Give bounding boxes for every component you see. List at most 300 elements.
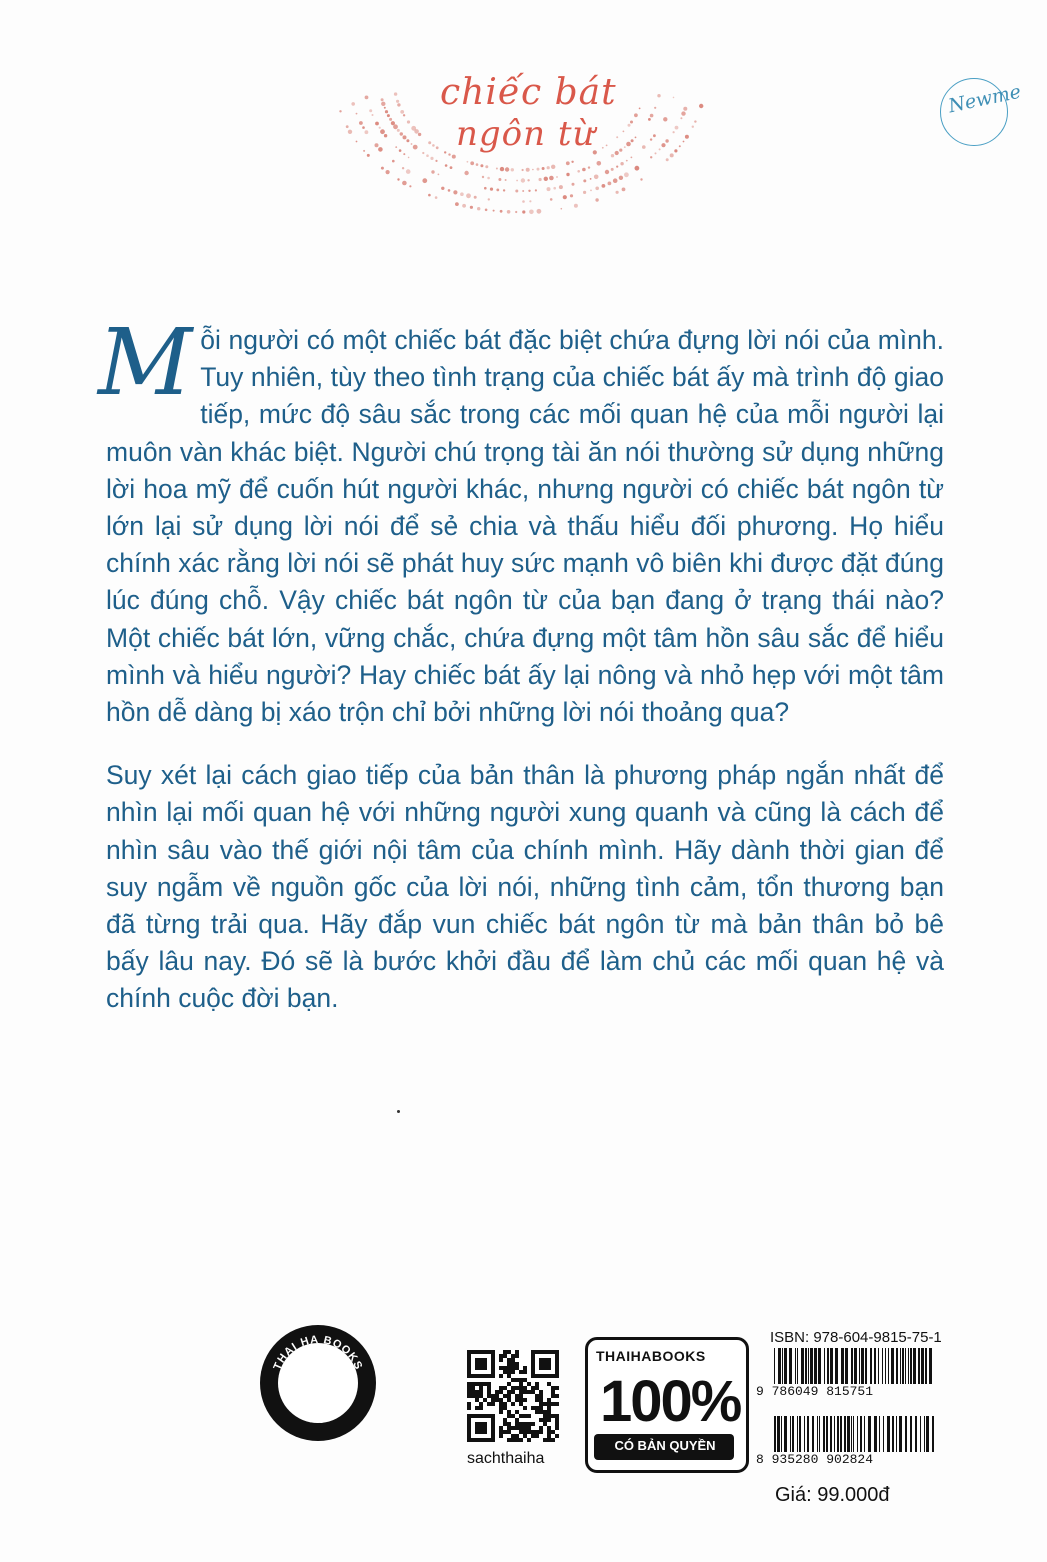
decor-dot: [570, 194, 573, 197]
decor-dot: [588, 166, 590, 168]
qr-module: [523, 1414, 527, 1418]
qr-module: [483, 1398, 487, 1402]
qr-module: [523, 1398, 527, 1402]
qr-module: [507, 1382, 511, 1386]
qr-module: [527, 1422, 531, 1426]
qr-module: [523, 1386, 527, 1390]
decor-dot: [402, 181, 407, 186]
decor-dot: [511, 168, 514, 171]
qr-module: [547, 1438, 551, 1442]
decor-dot: [363, 150, 365, 152]
decor-dot: [403, 135, 407, 139]
barcode-bar: [874, 1416, 877, 1452]
qr-module: [515, 1354, 519, 1358]
barcode-bar: [834, 1416, 835, 1452]
qr-module: [535, 1430, 539, 1434]
decor-dot: [411, 143, 413, 145]
decor-dot: [602, 184, 606, 188]
decor-dot: [648, 118, 651, 121]
decor-dot: [685, 135, 689, 139]
decor-dot: [542, 167, 545, 170]
barcode-bar: [899, 1416, 902, 1452]
decor-dot: [544, 177, 548, 181]
qr-module: [467, 1406, 471, 1410]
qr-module: [487, 1390, 491, 1394]
decor-dot: [399, 149, 402, 152]
decor-dot: [692, 126, 694, 128]
decor-dot: [663, 117, 667, 121]
decor-dot: [577, 170, 580, 173]
qr-module: [511, 1366, 515, 1370]
barcode-bar: [826, 1416, 828, 1452]
qr-module: [479, 1386, 483, 1390]
qr-module: [531, 1422, 535, 1426]
qr-module: [523, 1422, 527, 1426]
qr-module: [519, 1426, 523, 1430]
qr-module: [551, 1386, 555, 1390]
barcode-bar: [840, 1416, 842, 1452]
barcode-bar: [792, 1416, 794, 1452]
isbn-barcode-number: 9 786049 815751: [756, 1384, 874, 1399]
qr-module: [507, 1426, 511, 1430]
barcode-bar: [892, 1416, 894, 1452]
decor-dot: [515, 211, 517, 213]
decor-dot: [409, 185, 411, 187]
decor-dot: [681, 111, 685, 115]
qr-module: [519, 1402, 523, 1406]
decor-dot: [553, 187, 556, 190]
decor-dot: [339, 110, 341, 112]
decor-dot: [561, 208, 563, 210]
barcode-bar: [804, 1416, 805, 1452]
decor-dot: [613, 178, 618, 183]
qr-module: [547, 1430, 551, 1434]
barcode-bar: [910, 1416, 912, 1452]
barcode-bar: [824, 1348, 825, 1384]
barcode-bar: [905, 1348, 906, 1384]
barcode-bar: [915, 1416, 917, 1452]
qr-module: [519, 1422, 523, 1426]
decor-dot: [527, 179, 529, 181]
decor-dot: [356, 113, 358, 115]
decor-dot: [394, 92, 397, 95]
decor-dot: [620, 162, 623, 165]
decor-dot: [529, 200, 531, 202]
barcode-bar: [795, 1348, 796, 1384]
qr-module: [535, 1386, 539, 1390]
ean-barcode-number: 8 935280 902824: [756, 1452, 874, 1467]
qr-module: [547, 1398, 551, 1402]
qr-module: [511, 1390, 515, 1394]
qr-module: [551, 1438, 555, 1442]
decor-dot: [477, 207, 480, 210]
qr-module: [499, 1374, 503, 1378]
decor-dot: [634, 113, 638, 117]
qr-module: [507, 1422, 511, 1426]
price-label: Giá: 99.000đ: [775, 1484, 890, 1506]
decor-dot: [673, 97, 675, 99]
decor-dot: [445, 164, 448, 167]
decor-dot: [485, 209, 488, 212]
decor-dot: [611, 154, 614, 157]
qr-module: [511, 1402, 515, 1406]
decor-dot: [623, 131, 625, 133]
decor-dot: [571, 161, 573, 163]
decor-dot: [616, 136, 618, 138]
qr-module: [511, 1354, 515, 1358]
barcode-bar: [905, 1416, 907, 1452]
barcode-bar: [778, 1348, 781, 1384]
decor-dot: [386, 170, 390, 174]
qr-module: [499, 1398, 503, 1402]
decor-dot: [450, 166, 453, 169]
decor-dot: [426, 154, 429, 157]
qr-module: [511, 1378, 515, 1382]
cover-title-line1: chiếc bát: [440, 72, 617, 113]
decor-dot: [528, 190, 530, 192]
qr-module: [487, 1402, 491, 1406]
decor-dot: [496, 189, 499, 192]
decor-dot: [624, 146, 626, 148]
decor-dot: [462, 204, 466, 208]
qr-module: [503, 1422, 507, 1426]
qr-module: [527, 1390, 531, 1394]
qr-module: [507, 1370, 511, 1374]
qr-module: [507, 1350, 511, 1354]
qr-module: [531, 1434, 535, 1438]
qr-module: [507, 1366, 511, 1370]
decor-dot: [466, 193, 471, 198]
qr-module: [543, 1414, 547, 1418]
barcode-bar: [823, 1416, 825, 1452]
qr-module: [515, 1386, 519, 1390]
qr-module: [471, 1382, 475, 1386]
decor-dot: [572, 183, 575, 186]
barcode-bar: [857, 1416, 858, 1452]
barcode-bar: [851, 1348, 853, 1384]
decor-dot: [602, 147, 604, 149]
qr-module: [511, 1370, 515, 1374]
decor-dot: [452, 155, 456, 159]
decor-dot: [624, 172, 629, 177]
decor-dot: [385, 110, 388, 113]
decor-dot: [626, 160, 628, 162]
qr-module: [499, 1354, 503, 1358]
decor-dot: [431, 170, 434, 173]
barcode-bar: [924, 1416, 925, 1452]
decor-dot: [375, 122, 379, 126]
seal-ring-text: [260, 1325, 376, 1441]
qr-module: [535, 1394, 539, 1398]
decor-dot: [683, 107, 687, 111]
decor-dot: [393, 124, 398, 129]
qr-module: [515, 1426, 519, 1430]
decor-dot: [500, 210, 503, 213]
qr-module: [515, 1422, 519, 1426]
qr-module: [479, 1402, 483, 1406]
qr-module: [555, 1434, 559, 1438]
qr-module: [515, 1394, 519, 1398]
decor-dot: [407, 120, 410, 123]
cover-title-line2: ngôn từ: [456, 114, 596, 154]
qr-module: [507, 1362, 511, 1366]
qr-module: [479, 1406, 483, 1410]
qr-module: [515, 1350, 519, 1354]
badge-bar-text: CÓ BẢN QUYỀN: [614, 1438, 716, 1453]
decor-dot: [402, 167, 404, 169]
qr-module: [471, 1394, 475, 1398]
decor-dot: [699, 104, 703, 108]
decor-dot: [448, 153, 450, 155]
qr-module: [523, 1366, 527, 1370]
barcode-bar: [920, 1416, 921, 1452]
barcode-bar: [819, 1416, 820, 1452]
barcode-bar: [812, 1416, 814, 1452]
decor-dot: [348, 130, 352, 134]
qr-finder: [539, 1358, 551, 1370]
decor-dot: [605, 170, 609, 174]
qr-module: [519, 1382, 523, 1386]
qr-module: [515, 1410, 519, 1414]
qr-module: [487, 1394, 491, 1398]
qr-module: [543, 1402, 547, 1406]
qr-module: [507, 1414, 511, 1418]
decor-dot: [397, 178, 399, 180]
drop-cap-letter: M: [98, 309, 193, 416]
decor-dot: [547, 166, 550, 169]
barcode-bar: [902, 1348, 904, 1384]
decor-dot: [574, 204, 578, 208]
barcode-bar: [837, 1416, 839, 1452]
qr-module: [467, 1390, 471, 1394]
decor-dot: [435, 196, 438, 199]
decor-dot: [619, 176, 623, 180]
qr-module: [527, 1382, 531, 1386]
barcode-bar: [847, 1416, 850, 1452]
decor-dot: [608, 182, 612, 186]
decor-dot: [435, 160, 437, 162]
decor-dot: [549, 176, 554, 181]
qr-module: [547, 1418, 551, 1422]
qr-module: [511, 1438, 515, 1442]
barcode-bar: [874, 1348, 876, 1384]
decor-dot: [448, 189, 451, 192]
qr-module: [519, 1430, 523, 1434]
decor-dot: [406, 139, 409, 142]
decor-dot: [521, 178, 525, 182]
decor-dot: [406, 169, 411, 174]
barcode-bar: [818, 1348, 821, 1384]
qr-module: [503, 1354, 507, 1358]
decor-dot: [653, 134, 656, 137]
qr-caption: sachthaiha: [467, 1450, 545, 1467]
decor-dot: [566, 161, 570, 165]
decor-dot: [455, 202, 459, 206]
qr-module: [515, 1434, 519, 1438]
decor-dot: [665, 139, 668, 142]
decor-dot: [484, 187, 487, 190]
decor-dot: [375, 143, 379, 147]
barcode-bar: [851, 1416, 852, 1452]
barcode-bar: [885, 1348, 886, 1384]
barcode-bar: [853, 1416, 854, 1452]
decor-dot: [476, 163, 479, 166]
decor-dot: [522, 190, 524, 192]
barcode-bar: [878, 1348, 879, 1384]
decor-dot: [650, 156, 652, 158]
barcode-bar: [887, 1416, 890, 1452]
barcode-bar: [929, 1348, 932, 1384]
decor-dot: [496, 168, 498, 170]
decor-dot: [430, 157, 433, 160]
qr-module: [519, 1370, 523, 1374]
decor-dot: [403, 114, 405, 116]
decor-dot: [498, 178, 501, 181]
qr-module: [499, 1390, 503, 1394]
qr-module: [547, 1414, 551, 1418]
decor-dot: [657, 94, 660, 97]
decor-dot: [516, 180, 518, 182]
decor-dot: [432, 144, 435, 147]
qr-module: [507, 1374, 511, 1378]
qr-module: [507, 1358, 511, 1362]
qr-module: [531, 1406, 535, 1410]
decor-dot: [563, 195, 567, 199]
barcode-bar: [918, 1348, 920, 1384]
qr-module: [555, 1402, 559, 1406]
barcode-bar: [810, 1348, 813, 1384]
barcode-bar: [801, 1348, 804, 1384]
barcode-bar: [797, 1416, 798, 1452]
badge-percent-text: 100%: [600, 1369, 741, 1434]
blurb-paragraph-2: Suy xét lại cách giao tiếp của bản thân là phương pháp ngắn nhất để nhìn lại mối quan hệ với những người xung quanh và cũng là cách để nhìn sâu vào thế giới nội tâm của chính mình. Hãy dành thời gian để suy ngẫm về nguồn gốc của lời nói, những tình cảm, tổn thương bạn đã từng trải qua. Hãy đắp vun chiếc bát ngôn từ mà bản thân bỏ bê bấy lâu nay. Đó sẽ là bước khởi đầu để làm chủ các mối quan hệ và chính cuộc đời bạn.: [106, 760, 944, 1014]
decor-dot: [396, 100, 399, 103]
decor-dot: [444, 151, 446, 153]
decor-dot: [556, 176, 558, 178]
decor-dot: [379, 127, 381, 129]
qr-module: [539, 1418, 543, 1422]
qr-module: [511, 1426, 515, 1430]
decor-dot: [381, 102, 385, 106]
decor-dot: [441, 187, 444, 190]
decor-dot: [661, 143, 665, 147]
decor-dot: [666, 158, 669, 161]
decor-dot: [532, 169, 534, 171]
decor-dot: [594, 175, 599, 180]
qr-module: [479, 1390, 483, 1394]
decor-dot: [436, 146, 439, 149]
copyright-badge: [585, 1337, 749, 1473]
qr-module: [499, 1430, 503, 1434]
decor-dot: [500, 167, 504, 171]
decor-dot: [595, 187, 599, 191]
qr-module: [551, 1414, 555, 1418]
qr-module: [503, 1386, 507, 1390]
decor-dot: [683, 141, 685, 143]
qr-module: [499, 1358, 503, 1362]
barcode-bar: [913, 1348, 916, 1384]
decor-dot: [639, 108, 641, 110]
qr-module: [499, 1434, 503, 1438]
decor-dot: [453, 190, 457, 194]
decor-dot: [631, 157, 633, 159]
qr-module: [523, 1390, 527, 1394]
decor-dot: [346, 125, 349, 128]
barcode-bar: [781, 1416, 782, 1452]
qr-module: [543, 1410, 547, 1414]
decor-dot: [372, 114, 374, 116]
decor-dot: [414, 129, 419, 134]
qr-module: [499, 1410, 503, 1414]
decor-dot: [694, 120, 696, 122]
qr-module: [515, 1438, 519, 1442]
decor-dot: [582, 168, 586, 172]
decor-dot: [655, 152, 657, 154]
qr-module: [551, 1402, 555, 1406]
decor-dot: [673, 131, 675, 133]
decor-dot: [356, 141, 358, 143]
barcode-bar: [789, 1348, 792, 1384]
isbn-label: ISBN: 978-604-9815-75-1: [770, 1329, 942, 1346]
blurb-text: [98, 309, 944, 1044]
decor-dot: [659, 148, 661, 150]
barcode-bar: [860, 1416, 862, 1452]
qr-module: [511, 1358, 515, 1362]
qr-module: [467, 1386, 471, 1390]
qr-module: [539, 1410, 543, 1414]
decor-dot: [400, 132, 403, 135]
qr-module: [539, 1406, 543, 1410]
barcode-bar: [868, 1416, 871, 1452]
qr-module: [527, 1438, 531, 1442]
decor-dot: [381, 167, 384, 170]
decor-dot: [537, 209, 542, 214]
qr-module: [539, 1426, 543, 1430]
decor-dot: [628, 124, 631, 127]
qr-module: [511, 1386, 515, 1390]
barcode-bar: [807, 1416, 809, 1452]
decor-dot: [480, 164, 483, 167]
decor-dot: [392, 160, 395, 163]
decor-dot: [630, 121, 633, 124]
seal-top-text: THAI HA BOOKS: [271, 1333, 365, 1372]
decor-dot: [606, 145, 608, 147]
qr-module: [511, 1414, 515, 1418]
decor-dot: [674, 149, 677, 152]
decor-dot: [493, 210, 495, 212]
decor-dot: [675, 126, 679, 130]
barcode-bar: [879, 1416, 880, 1452]
barcode-bar: [859, 1348, 860, 1384]
qr-module: [547, 1426, 551, 1430]
barcode-bar: [926, 1416, 929, 1452]
decor-dot: [470, 161, 474, 165]
qr-module: [503, 1418, 507, 1422]
barcode-bar: [797, 1348, 798, 1384]
barcode-bar: [861, 1348, 864, 1384]
qr-module: [515, 1366, 519, 1370]
barcode-bar: [777, 1416, 780, 1452]
qr-module: [535, 1382, 539, 1386]
qr-module: [539, 1402, 543, 1406]
barcode-bar: [854, 1348, 857, 1384]
qr-module: [555, 1386, 559, 1390]
qr-module: [551, 1430, 555, 1434]
decor-dot: [485, 165, 488, 168]
qr-module: [519, 1394, 523, 1398]
decor-dot: [635, 137, 637, 139]
qr-module: [547, 1402, 551, 1406]
